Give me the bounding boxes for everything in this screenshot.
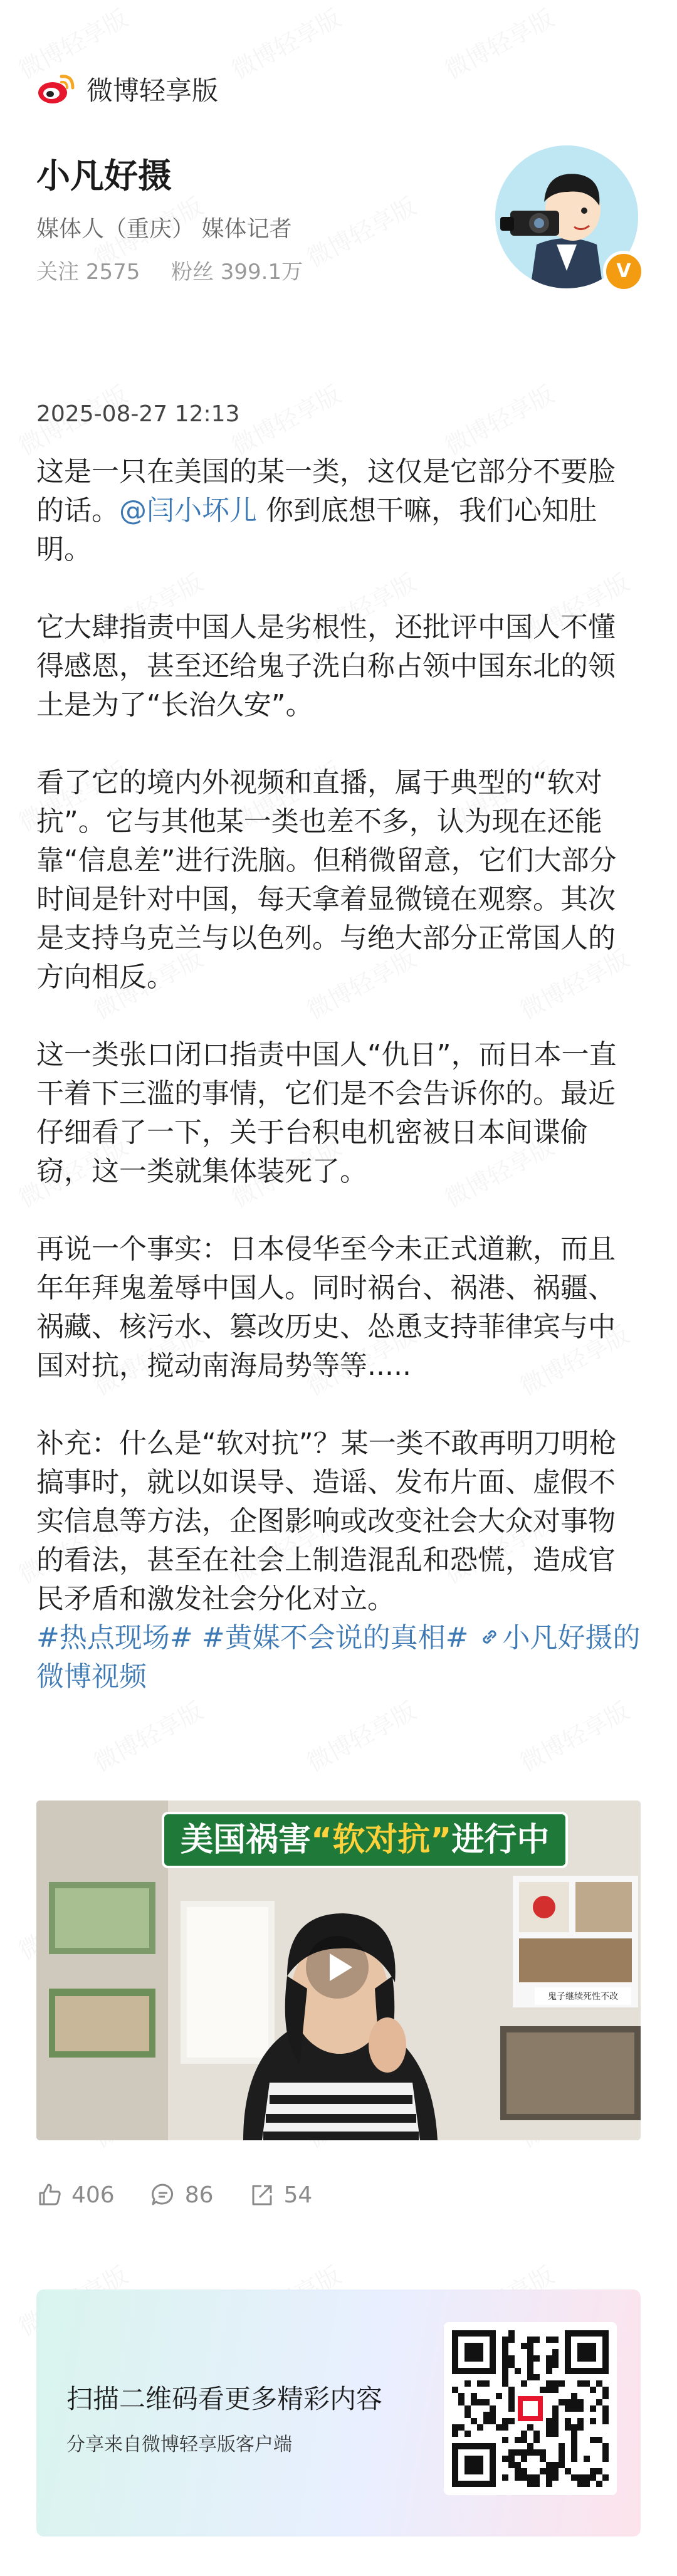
video-link[interactable]: 小凡好摄的微博视频 — [36, 1622, 641, 1693]
post-timestamp: 2025-08-27 12:13 — [36, 401, 240, 427]
user-name[interactable]: 小凡好摄 — [36, 156, 172, 196]
comment-button[interactable] — [150, 2182, 214, 2208]
verified-badge: V — [603, 251, 644, 292]
user-role: 媒体人（重庆） 媒体记者 — [36, 216, 292, 242]
post-paragraph-6: 补充：什么是“软对抗”？某一类不敢再明刀明枪搞事时，就以如误导、造谣、发布片面、虚假不实信息等方法，企图影响或改变社会大众对事物的看法，甚至在社会上制造混乱和恐慌，造成官民矛盾和激发社会分化对立。 — [36, 1427, 617, 1615]
watermark-text — [87, 1692, 208, 1779]
watermark-text — [300, 187, 421, 274]
post-paragraph-5: 再说一个事实：日本侵华至今未正式道歉，而且年年拜鬼羞辱中国人。同时祸台、祸港、祸疆、祸藏、核污水、篡改历史、怂恿支持菲律宾与中国对抗，搅动南海局势等等..... — [36, 1233, 616, 1382]
followers-label: 粉丝 — [171, 260, 214, 285]
user-stats — [36, 255, 303, 285]
promo-title: 扫描二维码看更多精彩内容 — [66, 2384, 383, 2414]
watermark-text — [224, 0, 346, 85]
comment-count: 86 — [184, 2182, 214, 2208]
avatar-container[interactable] — [495, 145, 643, 293]
link-icon — [477, 1624, 502, 1649]
hashtag-2[interactable]: #黄媒不会说的真相# — [201, 1622, 469, 1654]
repost-count: 54 — [283, 2182, 313, 2208]
watermark-text — [300, 1692, 421, 1779]
watermark-text — [224, 376, 346, 462]
video-banner-title — [162, 1812, 568, 1868]
promo-card — [36, 2289, 641, 2537]
following-label: 关注 — [36, 260, 79, 285]
thumbs-up-icon — [36, 2182, 63, 2208]
promo-subtitle: 分享来自微博轻享版客户端 — [66, 2434, 292, 2456]
video-banner-part3: 进行中 — [451, 1821, 550, 1859]
post-paragraph-1 — [36, 453, 642, 569]
qr-code — [444, 2322, 617, 2495]
action-bar — [36, 2182, 347, 2208]
watermark-text — [438, 0, 559, 85]
followers-count: 399.1万 — [220, 260, 303, 285]
like-count: 406 — [71, 2182, 115, 2208]
user-mention-link[interactable]: @闫小坏儿 — [119, 495, 257, 527]
post-paragraph-1-text: 这是一只在美国的某一类，这仅是它部分不要脸的话。 — [36, 456, 616, 527]
video-banner-part1: 美国祸害 — [181, 1821, 312, 1859]
qr-code-icon — [444, 2322, 617, 2495]
like-button[interactable] — [36, 2182, 115, 2208]
app-title: 微博轻享版 — [87, 75, 219, 106]
post-paragraph-4: 这一类张口闭口指责中国人“仇日”，而日本一直干着下三滥的事情，它们是不会告诉你的。最近仔细看了一下，关于台积电机密被日本间谍偷窃，这一类就集体装死了。 — [36, 1039, 617, 1187]
video-banner-part2: “软对抗” — [311, 1821, 452, 1859]
weibo-logo-icon — [36, 71, 76, 107]
post-paragraph-3: 看了它的境内外视频和直播，属于典型的“软对抗”。它与其他某一类也差不多，认为现在还能靠“信息差”进行洗脑。但稍微留意，它们大部分时间是针对中国，每天拿着显微镜在观察。其次是支持乌克兰与以色列。与绝大部分正常国人的方向相反。 — [36, 767, 617, 993]
post-body — [36, 453, 642, 1696]
hashtag-1[interactable]: #热点现场# — [36, 1622, 193, 1654]
watermark-text — [438, 376, 559, 462]
share-icon — [249, 2182, 275, 2208]
watermark-text — [513, 1692, 634, 1779]
repost-button[interactable] — [249, 2182, 313, 2208]
thumbnail-caption: 鬼子继续死性不改 — [535, 1987, 631, 2005]
post-paragraph-1-tail: 你到底想干嘛，我们心知肚明。 — [36, 495, 597, 565]
play-icon[interactable] — [306, 1936, 369, 1999]
following-count: 2575 — [85, 260, 140, 285]
app-header — [36, 70, 218, 108]
video-player[interactable] — [36, 1801, 641, 2140]
post-tags — [36, 1619, 642, 1696]
user-profile — [36, 149, 303, 285]
comment-icon — [150, 2182, 176, 2208]
post-paragraph-2: 它大肆指责中国人是劣根性，还批评中国人不懂得感恩，甚至还给鬼子洗白称占领中国东北的领土是为了“长治久安”。 — [36, 611, 616, 721]
